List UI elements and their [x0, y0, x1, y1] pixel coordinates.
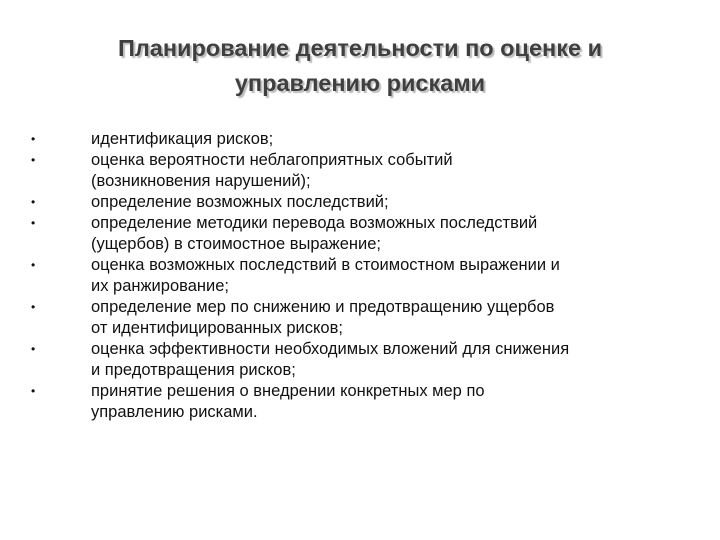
- bullet-item: [0, 255, 681, 297]
- bullet-dot-icon: •: [31, 342, 36, 356]
- bullet-text-line: от идентифицированных рисков;: [91, 319, 343, 337]
- bullet-text-line: (ущербов) в стоимостное выражение;: [91, 235, 381, 253]
- bullet-text-line: определение методики перевода возможных последствий: [91, 214, 538, 232]
- bullet-dot-icon: •: [31, 300, 36, 314]
- bullet-dot-icon: •: [31, 384, 36, 398]
- bullet-dot-icon: •: [31, 132, 36, 146]
- slide-title-line: управлению рисками: [234, 70, 486, 96]
- bullet-dot-icon: •: [31, 216, 36, 230]
- bullet-item: [0, 150, 681, 192]
- bullet-item: [0, 381, 681, 423]
- bullet-text-line: определение мер по снижению и предотвращению ущербов: [91, 298, 555, 316]
- bullet-item: [0, 192, 681, 213]
- bullet-item: [0, 297, 681, 339]
- bullet-text-line: оценка возможных последствий в стоимостном выражении и: [91, 256, 560, 274]
- slide-title-line: Планирование деятельности по оценке и: [117, 35, 603, 61]
- bullet-text-line: их ранжирование;: [91, 277, 229, 295]
- bullet-text-line: принятие решения о внедрении конкретных мер по: [91, 382, 485, 400]
- bullet-dot-icon: •: [31, 258, 36, 272]
- bullet-text-line: управлению рисками.: [91, 403, 258, 421]
- bullet-text-line: и предотвращения рисков;: [91, 361, 296, 379]
- bullet-dot-icon: •: [31, 153, 36, 167]
- bullet-text-line: идентификация рисков;: [91, 130, 274, 148]
- bullet-item: [0, 129, 681, 150]
- bullet-text-line: (возникновения нарушений);: [91, 172, 311, 190]
- bullet-item: [0, 213, 681, 255]
- bullet-item: [0, 339, 681, 381]
- bullet-dot-icon: •: [31, 195, 36, 209]
- bullet-list: [0, 129, 720, 423]
- bullet-text-line: определение возможных последствий;: [91, 193, 389, 211]
- slide-title: [60, 31, 660, 101]
- bullet-text-line: оценка эффективности необходимых вложений для снижения: [91, 340, 570, 358]
- bullet-text-line: оценка вероятности неблагоприятных событий: [91, 151, 453, 169]
